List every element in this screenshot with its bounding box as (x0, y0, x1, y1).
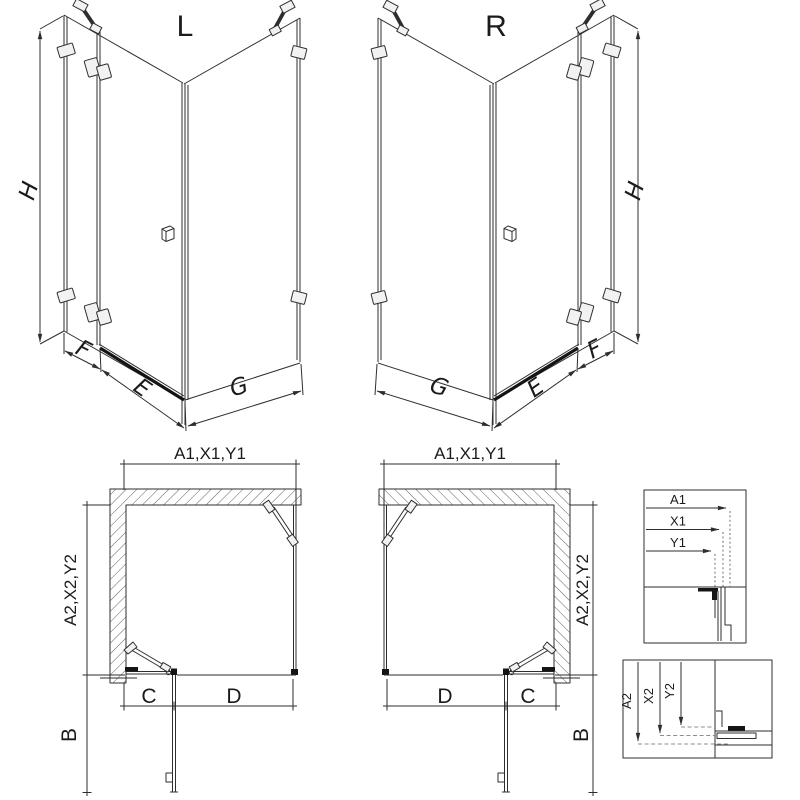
hinge-top (84, 57, 112, 80)
wall-profile-detail-bottom (715, 711, 772, 745)
plan-left-top-dim-label: A1,X1,Y1 (174, 444, 246, 463)
detail-a2-label: A2 (619, 693, 634, 709)
detail-y1-label: Y1 (670, 535, 686, 550)
version-label-right: R (485, 10, 507, 43)
plan-view-geometry-mirrored (379, 460, 598, 797)
door-handle-plan-left (166, 773, 172, 782)
version-label-left: L (176, 10, 194, 43)
iso-view-geometry-mirrored (371, 0, 638, 431)
dim-label-e-left: E (128, 373, 156, 404)
dim-label-h-right: H (620, 178, 651, 204)
plan-right-side-dim-label: A2,X2,Y2 (573, 554, 592, 626)
support-strut-right (269, 0, 295, 36)
iso-view-geometry (40, 0, 307, 431)
dim-label-h-left: H (14, 178, 45, 204)
plan-right-c-label: C (520, 685, 536, 708)
plan-left-b-label: B (58, 727, 81, 743)
dim-label-f-left: F (71, 335, 95, 365)
left-plane-top-edge (64, 15, 183, 83)
plan-right-d-label: D (437, 685, 453, 708)
open-door (170, 675, 178, 792)
wall-clamp-bottom (57, 288, 76, 303)
plan-right-top-dim-label: A1,X1,Y1 (434, 444, 506, 463)
dim-line-b (83, 675, 92, 796)
plan-view-geometry (83, 460, 302, 797)
plan-left-d-label: D (226, 685, 242, 708)
wall-profile-detail-top (698, 587, 731, 641)
door-handle-knob (162, 226, 174, 242)
detail-a1-label: A1 (670, 492, 686, 507)
detail-box-a2 (623, 660, 772, 758)
detail-x1-label: X1 (670, 513, 686, 529)
dim-label-g-right: G (426, 372, 452, 403)
hinge-bottom (84, 302, 112, 325)
dim-label-e-right: E (522, 373, 550, 404)
detail-x2-label: X2 (641, 688, 656, 704)
detail-y2-label: Y2 (662, 683, 677, 699)
plan-door-handles (166, 773, 504, 782)
wall-clamp-top (57, 43, 76, 58)
panel-clamp-top (291, 45, 307, 59)
dim-label-g-left: G (226, 372, 252, 403)
panel-clamp-bottom (291, 290, 307, 304)
right-plane-top-edge (184, 18, 300, 84)
plan-left-side-dim-label: A2,X2,Y2 (61, 554, 80, 626)
dim-label-f-right: F (583, 335, 607, 365)
plan-left-c-label: C (141, 685, 157, 708)
plan-right-b-label: B (570, 727, 593, 743)
detail-box-a1 (644, 490, 746, 643)
door-handle-plan-right (498, 773, 504, 782)
